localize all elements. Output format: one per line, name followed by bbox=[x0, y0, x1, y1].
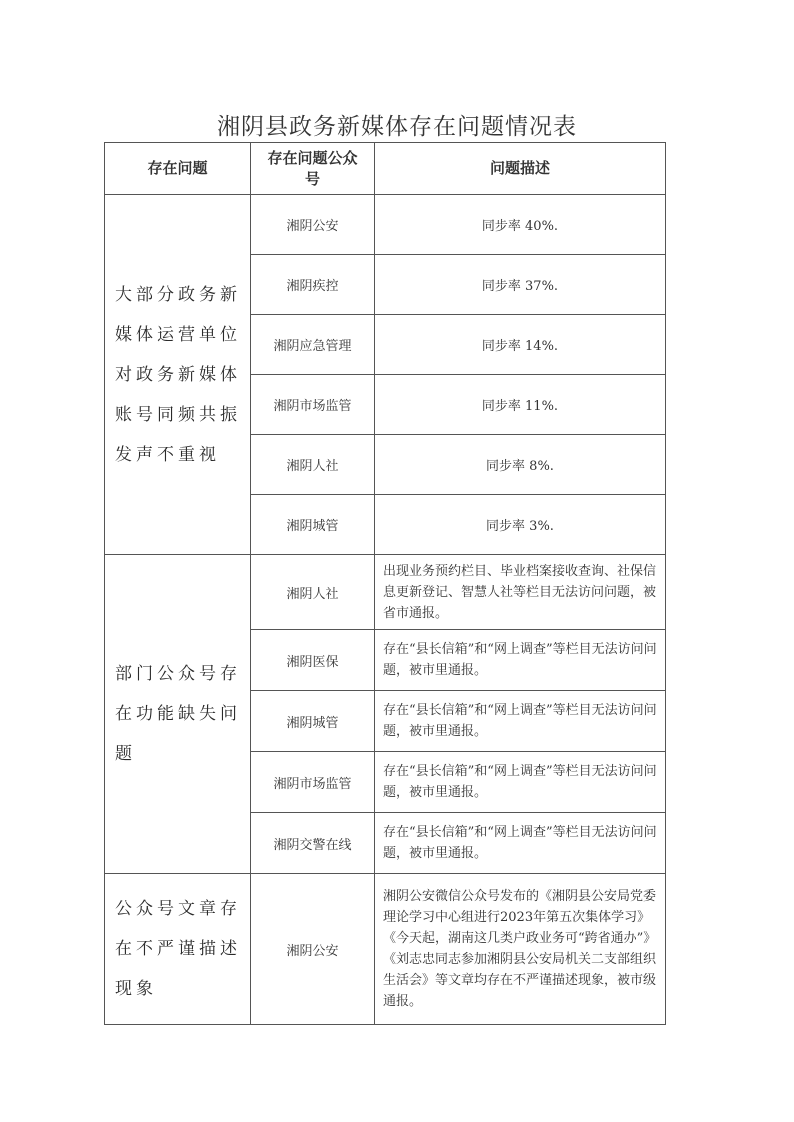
account-cell: 湘阴市场监管 bbox=[251, 375, 375, 435]
account-cell: 湘阴疾控 bbox=[251, 255, 375, 315]
category-cell-sync: 大部分政务新媒体运营单位对政务新媒体账号同频共振发声不重视 bbox=[105, 195, 251, 555]
table-header-row bbox=[105, 143, 666, 195]
description-cell: 存在“县长信箱”和“网上调查”等栏目无法访问问题，被市里通报。 bbox=[375, 630, 666, 691]
description-cell: 存在“县长信箱”和“网上调查”等栏目无法访问问题，被市里通报。 bbox=[375, 752, 666, 813]
table-row bbox=[105, 874, 666, 1025]
description-cell: 同步率 37%. bbox=[375, 255, 666, 315]
description-cell: 同步率 3%. bbox=[375, 495, 666, 555]
document-title: 湘阴县政务新媒体存在问题情况表 bbox=[217, 114, 577, 140]
category-cell-article: 公众号文章存在不严谨描述现象 bbox=[105, 874, 251, 1025]
account-cell: 湘阴交警在线 bbox=[251, 813, 375, 874]
description-cell: 同步率 11%. bbox=[375, 375, 666, 435]
description-cell: 存在“县长信箱”和“网上调查”等栏目无法访问问题，被市里通报。 bbox=[375, 813, 666, 874]
header-problem: 存在问题 bbox=[105, 143, 251, 195]
account-cell: 湘阴公安 bbox=[251, 874, 375, 1025]
account-cell: 湘阴应急管理 bbox=[251, 315, 375, 375]
account-cell: 湘阴城管 bbox=[251, 495, 375, 555]
account-cell: 湘阴人社 bbox=[251, 555, 375, 630]
table-row bbox=[105, 195, 666, 255]
category-cell-function: 部门公众号存在功能缺失问题 bbox=[105, 555, 251, 874]
account-cell: 湘阴医保 bbox=[251, 630, 375, 691]
account-cell: 湘阴人社 bbox=[251, 435, 375, 495]
description-cell: 出现业务预约栏目、毕业档案接收查询、社保信息更新登记、智慧人社等栏目无法访问问题，被省市通报。 bbox=[375, 555, 666, 630]
header-description: 问题描述 bbox=[375, 143, 666, 195]
description-cell: 存在“县长信箱”和“网上调查”等栏目无法访问问题，被市里通报。 bbox=[375, 691, 666, 752]
description-cell: 同步率 14%. bbox=[375, 315, 666, 375]
description-cell: 湘阴公安微信公众号发布的《湘阴县公安局党委理论学习中心组进行2023年第五次集体学习》《今天起，湖南这几类户政业务可“跨省通办”》《刘志忠同志参加湘阴县公安局机关二支部组织生活会》等文章均存在不严谨描述现象，被市级通报。 bbox=[375, 874, 666, 1025]
header-account: 存在问题公众号 bbox=[251, 143, 375, 195]
account-cell: 湘阴城管 bbox=[251, 691, 375, 752]
table-row bbox=[105, 555, 666, 630]
account-cell: 湘阴公安 bbox=[251, 195, 375, 255]
description-cell: 同步率 8%. bbox=[375, 435, 666, 495]
description-cell: 同步率 40%. bbox=[375, 195, 666, 255]
problem-table bbox=[104, 142, 666, 1025]
account-cell: 湘阴市场监管 bbox=[251, 752, 375, 813]
